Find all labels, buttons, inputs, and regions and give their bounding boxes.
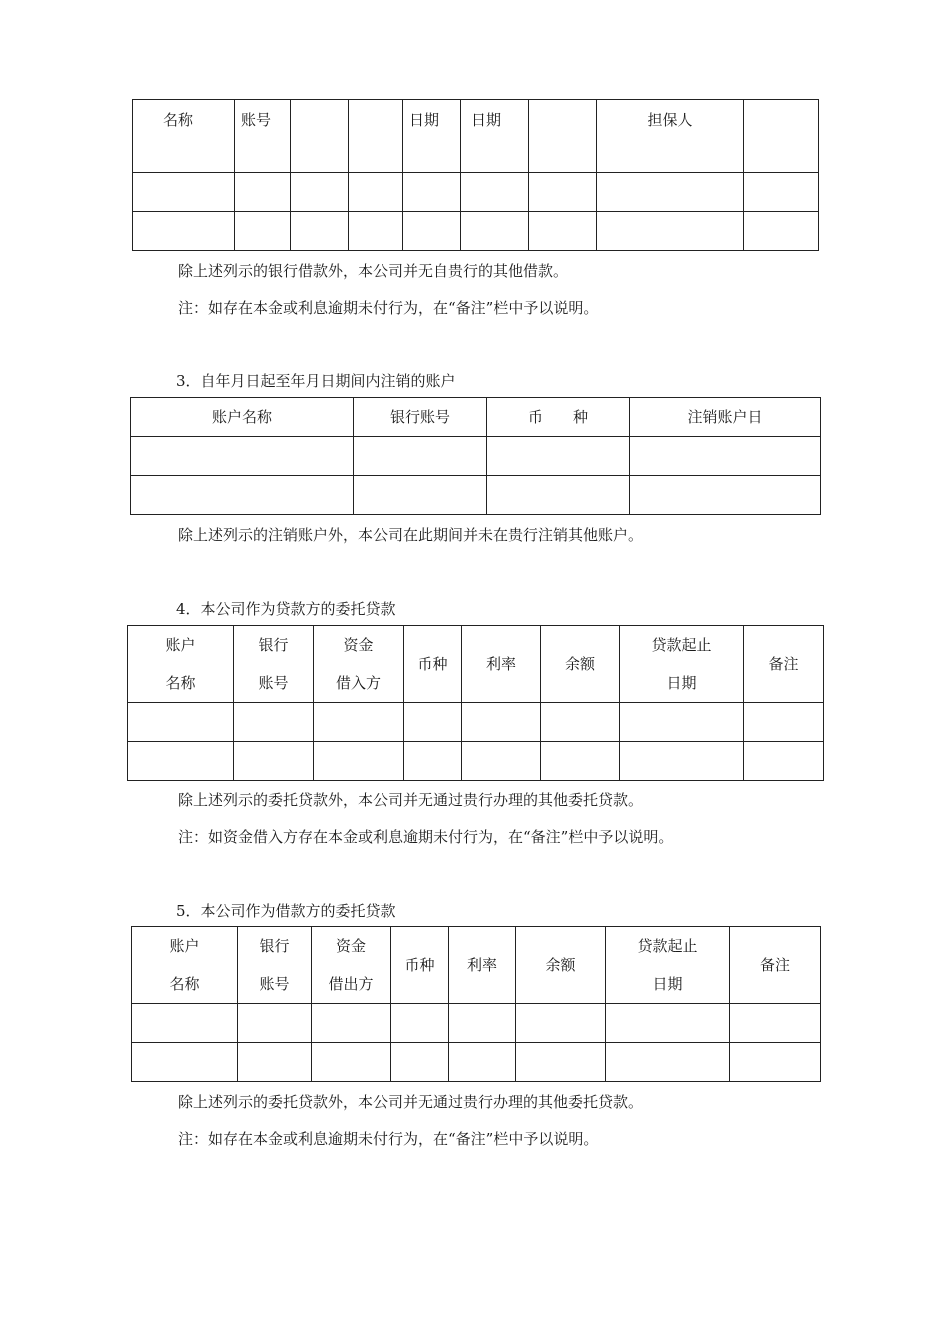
note-text: 除上述列示的委托贷款外，本公司并无通过贵行办理的其他委托贷款。 [178, 1093, 644, 1111]
header-cell [234, 626, 314, 703]
table-row [128, 742, 824, 781]
header-cell [132, 927, 238, 1004]
table-header-row [132, 927, 821, 1004]
header-cell: 币种 [404, 626, 462, 703]
header-line: 借出方 [328, 975, 374, 993]
header-cell: 利率 [462, 626, 541, 703]
header-cell: 余额 [541, 626, 620, 703]
header-cell [314, 626, 404, 703]
header-cell: 日期 [461, 100, 529, 173]
header-cell: 币 种 [487, 398, 630, 437]
entrusted-loan-borrower-table [131, 926, 821, 1082]
table-row [131, 476, 821, 515]
header-line: 账号 [259, 975, 290, 993]
header-line: 银行 [259, 937, 290, 955]
header-line: 名称 [169, 975, 200, 993]
table-row [128, 703, 824, 742]
header-cell [349, 100, 403, 173]
section-title: 5．本公司作为借款方的委托贷款 [176, 902, 396, 920]
header-cell [291, 100, 349, 173]
header-line: 账户 [165, 636, 196, 654]
table-row [132, 1004, 821, 1043]
header-cell [620, 626, 744, 703]
header-cell: 名称 [133, 100, 235, 173]
header-cell [312, 927, 391, 1004]
note-text: 除上述列示的委托贷款外，本公司并无通过贵行办理的其他委托贷款。 [178, 791, 644, 809]
header-line: 资金 [335, 937, 366, 955]
note-text: 注：如资金借入方存在本金或利息逾期未付行为，在“备注”栏中予以说明。 [178, 828, 674, 846]
header-line: 日期 [652, 975, 683, 993]
header-cell [529, 100, 597, 173]
header-cell: 币种 [391, 927, 449, 1004]
table-row [133, 173, 819, 212]
header-cell: 日期 [403, 100, 461, 173]
section-title: 4．本公司作为贷款方的委托贷款 [176, 600, 396, 618]
header-cell: 账户名称 [131, 398, 354, 437]
table-header-row [131, 398, 821, 437]
header-cell [744, 100, 819, 173]
header-cell: 注销账户日 [630, 398, 821, 437]
note-text: 除上述列示的注销账户外，本公司在此期间并未在贵行注销其他账户。 [178, 526, 644, 544]
table-row [132, 1043, 821, 1082]
header-cell: 账号 [235, 100, 291, 173]
header-line: 日期 [666, 674, 697, 692]
table-row [133, 212, 819, 251]
header-line: 资金 [343, 636, 374, 654]
note-text: 注：如存在本金或利息逾期未付行为，在“备注”栏中予以说明。 [178, 299, 599, 317]
note-text: 注：如存在本金或利息逾期未付行为，在“备注”栏中予以说明。 [178, 1130, 599, 1148]
header-line: 贷款起止 [637, 937, 698, 955]
header-line: 名称 [165, 674, 196, 692]
entrusted-loan-lender-table [127, 625, 824, 781]
header-line: 账户 [169, 937, 200, 955]
header-cell: 余额 [516, 927, 606, 1004]
header-line: 借入方 [335, 674, 381, 692]
table-row [131, 437, 821, 476]
section-title: 3．自年月日起至年月日期间内注销的账户 [176, 372, 456, 390]
table-header-row [133, 100, 819, 173]
header-cell: 备注 [744, 626, 824, 703]
header-cell [238, 927, 312, 1004]
header-line: 贷款起止 [651, 636, 712, 654]
table-header-row [128, 626, 824, 703]
header-line: 银行 [258, 636, 289, 654]
note-text: 除上述列示的银行借款外，本公司并无自贵行的其他借款。 [178, 262, 569, 280]
header-cell: 备注 [730, 927, 821, 1004]
closed-accounts-table [130, 397, 821, 515]
header-cell: 担保人 [597, 100, 744, 173]
header-cell: 银行账号 [354, 398, 487, 437]
header-cell: 利率 [449, 927, 516, 1004]
header-cell [128, 626, 234, 703]
header-cell [606, 927, 730, 1004]
header-line: 账号 [258, 674, 289, 692]
bank-loan-table [132, 99, 819, 251]
